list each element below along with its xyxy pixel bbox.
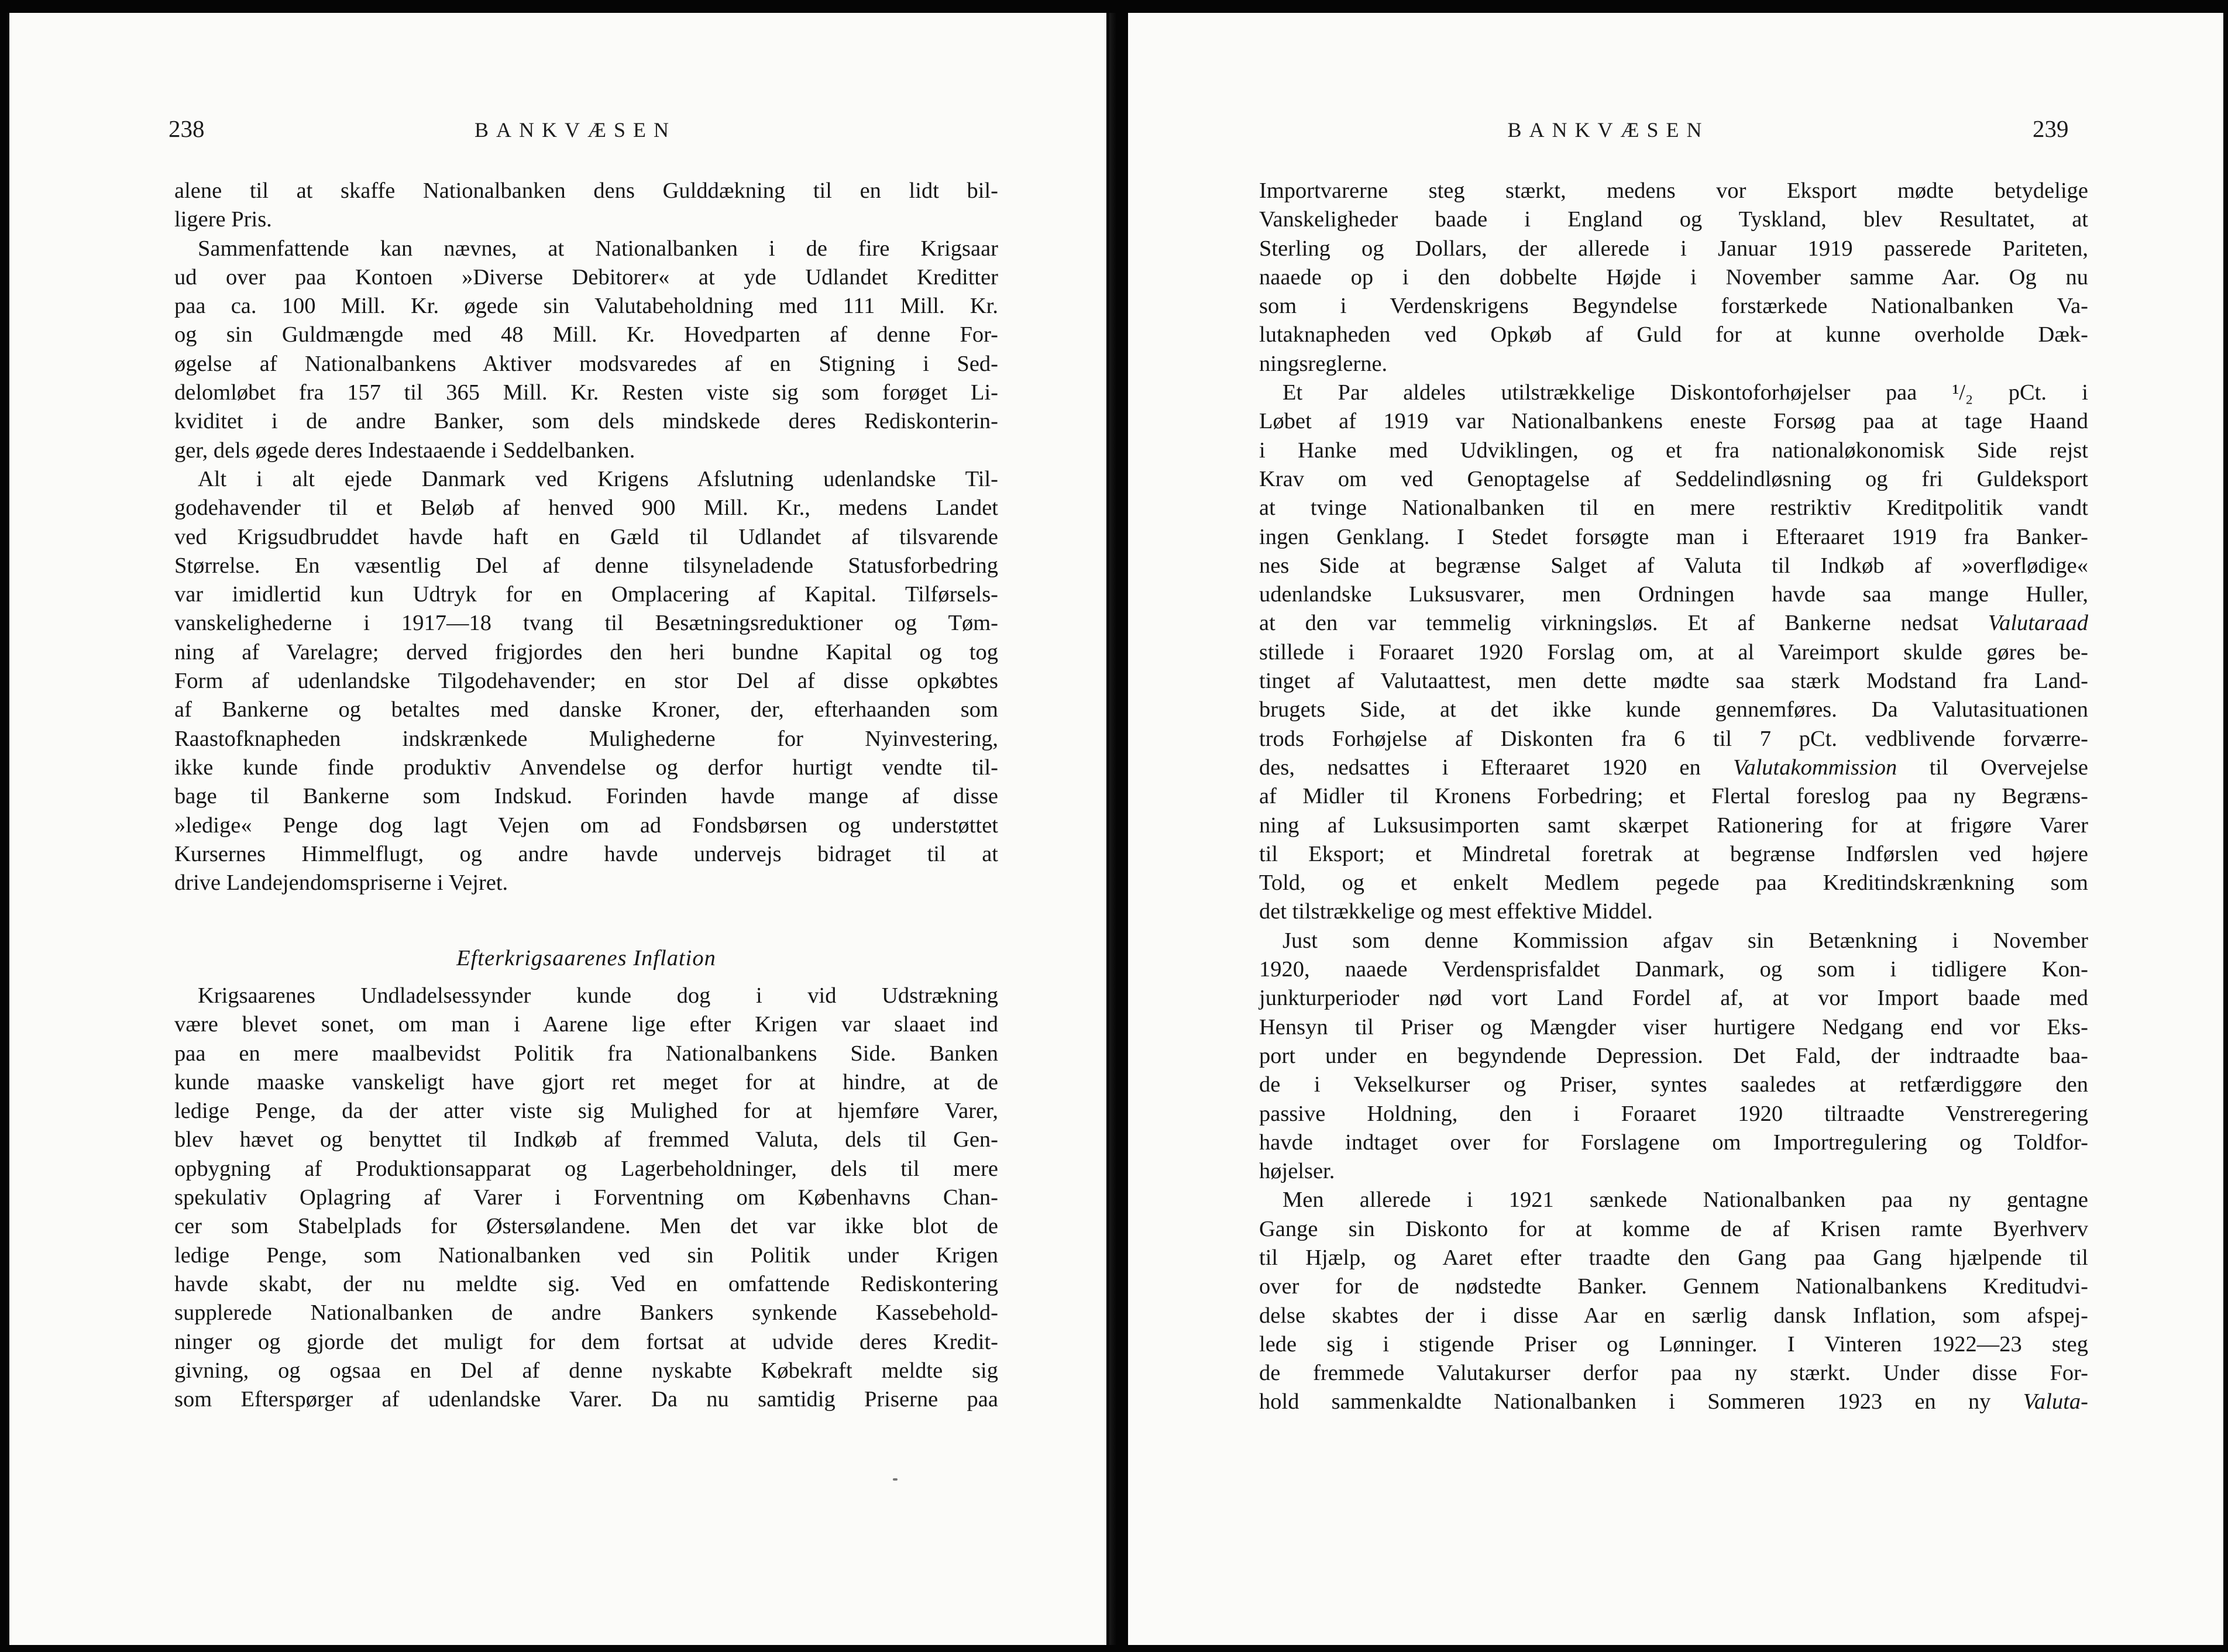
text-line: ved Krigsudbruddet havde haft en Gæld til Udlandet af tilsvarende [174,524,998,549]
page-number: 239 [2033,115,2069,142]
text-line: være blevet sonet, om man i Aarene lige efter Krigen var slaaet ind [174,1012,998,1037]
text-line: og sin Guldmængde med 48 Mill. Kr. Hovedparten af denne For- [174,322,998,347]
body-text-top [174,177,998,897]
text-line: ning af Luksusimporten samt skærpet Rationering for at frigøre Varer [1259,813,2088,838]
text-line: spekulativ Oplagring af Varer i Forventning om Københavns Chan- [174,1185,998,1210]
text-line: nes Side at begrænse Salget af Valuta til Indkøb af »overflødige« [1259,553,2088,578]
text-line: Et Par aldeles utilstrækkelige Diskontoforhøjelser paa ¹/₂ pCt. i [1283,380,2088,405]
text-line: højelser. [1259,1159,1335,1184]
paper-speck [893,1478,898,1481]
text-line: ingen Genklang. I Stedet forsøgte man i Efteraaret 1919 fra Banker- [1259,524,2088,549]
text-line: Told, og et enkelt Medlem pegede paa Kreditindskrænkning som [1259,870,2088,896]
text-line: Importvarerne steg stærkt, medens vor Eksport mødte betydelige [1259,178,2088,203]
text-line: ligere Pris. [174,207,272,232]
text-line: drive Landejendomspriserne i Vejret. [174,870,508,896]
text-line: ikke kunde finde produktiv Anvendelse og derfor hurtigt vendte til- [174,755,998,780]
text-line: af Bankerne og betaltes med danske Kroner, der, efterhaanden som [174,697,998,722]
text-line: kunde maaske vanskeligt have gjort ret meget for at hindre, at de [174,1069,998,1095]
text-line: til Eksport; et Mindretal foretrak at begrænse Indførslen ved højere [1259,841,2088,866]
text-line: Løbet af 1919 var Nationalbankens eneste Forsøg paa at tage Haand [1259,409,2088,434]
text-line: givning, og ogsaa en Del af denne nyskabte Købekraft meldte sig [174,1358,998,1383]
text-line: port under en begyndende Depression. Det Fald, der indtraadte baa- [1259,1043,2088,1068]
text-line: des, nedsattes i Efteraaret 1920 en Valutakommission til Overvejelse [1259,755,2088,780]
text-line: delomløbet fra 157 til 365 Mill. Kr. Resten viste sig som forøget Li- [174,380,998,405]
text-line: delse skabtes der i disse Aar en særlig dansk Inflation, som afspej- [1259,1303,2088,1328]
text-line: Men allerede i 1921 sænkede Nationalbanken paa ny gentagne [1283,1188,2088,1213]
text-line: ning af Varelagre; derved frigjordes den heri bundne Kapital og tog [174,639,998,665]
italic-term: Valutaraad [1988,611,2088,636]
text-line: Just som denne Kommission afgav sin Betænkning i November [1283,928,2088,953]
text-line: var imidlertid kun Udtryk for en Omplacering af Kapital. Tilførsels- [174,582,998,607]
body-text [1259,177,2088,1417]
text-line: 1920, naaede Verdensprisfaldet Danmark, og som i tidligere Kon- [1259,957,2088,982]
running-head: BANKVÆSEN [474,118,677,142]
text-line: ledige Penge, da der atter viste sig Mulighed for at hjemføre Varer, [174,1099,998,1124]
section-heading: Efterkrigsaarenes Inflation [456,946,716,970]
book-spine-gap [1109,13,1116,1645]
text-line: som i Verdenskrigens Begyndelse forstærkede Nationalbanken Va- [1259,294,2088,319]
right-page [1128,13,2223,1645]
text-line: ninger og gjorde det muligt for dem fortsat at udvide deres Kredit- [174,1329,998,1354]
text-line: i Hanke med Udviklingen, og et fra nationaløkonomisk Side rejst [1259,438,2088,463]
text-line: junkturperioder nød vort Land Fordel af, at vor Import baade med [1259,986,2088,1011]
text-line: Krigsaarenes Undladelsessynder kunde dog i vid Udstrækning [198,983,998,1008]
text-line: Form af udenlandske Tilgodehavender; en stor Del af disse opkøbtes [174,669,998,694]
text-line: trods Forhøjelse af Diskonten fra 6 til 7 pCt. vedblivende forværre- [1259,726,2088,751]
text-line: brugets Side, at det ikke kunde gennemføres. Da Valutasituationen [1259,697,2088,722]
text-line: godehavender til et Beløb af henved 900 Mill. Kr., medens Landet [174,495,998,521]
text-line: Gange sin Diskonto for at komme de af Krisen ramte Byerhverv [1259,1216,2088,1241]
running-head: BANKVÆSEN [1507,118,1710,142]
text-line: kviditet i de andre Banker, som dels mindskede deres Rediskonterin- [174,409,998,434]
body-text-bottom [174,982,998,1414]
text-line: hold sammenkaldte Nationalbanken i Sommeren 1923 en ny Valuta- [1259,1389,2088,1414]
left-page [9,13,1106,1645]
text-line: bage til Bankerne som Indskud. Forinden havde mange af disse [174,784,998,809]
text-line: opbygning af Produktionsapparat og Lagerbeholdninger, dels til mere [174,1156,998,1181]
text-line: af Midler til Kronens Forbedring; et Flertal foreslog paa ny Begræns- [1259,784,2088,809]
text-line: at den var temmelig virkningsløs. Et af Bankerne nedsat Valutaraad [1259,611,2088,636]
text-line: Kursernes Himmelflugt, og andre havde undervejs bidraget til at [174,841,998,866]
text-line: Sammenfattende kan nævnes, at Nationalbanken i de fire Krigsaar [198,236,998,261]
text-line: de i Vekselkurser og Priser, syntes saaledes at retfærdiggøre den [1259,1072,2088,1097]
text-line: Hensyn til Priser og Mængder viser hurtigere Nedgang end vor Eks- [1259,1014,2088,1040]
text-line: ud over paa Kontoen »Diverse Debitorer« at yde Udlandet Kreditter [174,264,998,290]
text-line: havde skabt, der nu meldte sig. Ved en omfattende Rediskontering [174,1271,998,1296]
text-line: udenlandske Luksusvarer, men Ordningen havde saa mange Huller, [1259,582,2088,607]
text-line: cer som Stabelplads for Østersølandene. Men det var ikke blot de [174,1214,998,1239]
text-line: naaede op i den dobbelte Højde i November samme Aar. Og nu [1259,264,2088,290]
text-line: »ledige« Penge dog lagt Vejen om ad Fondsbørsen og understøttet [174,813,998,838]
text-line: blev hævet og benyttet til Indkøb af fremmed Valuta, dels til Gen- [174,1127,998,1152]
text-line: ledige Penge, som Nationalbanken ved sin Politik under Krigen [174,1243,998,1268]
text-line: tinget af Valutaattest, men dette mødte saa stærk Modstand fra Land- [1259,669,2088,694]
text-line: Krav om ved Genoptagelse af Seddelindløsning og fri Guldeksport [1259,466,2088,491]
italic-term: Valuta- [2023,1389,2088,1414]
text-line: stillede i Foraaret 1920 Forslag om, at al Vareimport skulde gøres be- [1259,639,2088,665]
text-line: øgelse af Nationalbankens Aktiver modsvaredes af en Stigning i Sed- [174,351,998,376]
text-line: Vanskeligheder baade i England og Tyskland, blev Resultatet, at [1259,207,2088,232]
text-line: vanskelighederne i 1917—18 tvang til Besætningsreduktioner og Tøm- [174,611,998,636]
text-line: alene til at skaffe Nationalbanken dens Gulddækning til en lidt bil- [174,178,998,203]
text-line: ger, dels øgede deres Indestaaende i Seddelbanken. [174,438,635,463]
text-line: Alt i alt ejede Danmark ved Krigens Afslutning udenlandske Til- [198,466,998,491]
text-line: passive Holdning, den i Foraaret 1920 tiltraadte Venstreregering [1259,1101,2088,1126]
text-line: lede sig i stigende Priser og Lønninger. I Vinteren 1922—23 steg [1259,1331,2088,1357]
text-line: over for de nødstedte Banker. Gennem Nationalbankens Kreditudvi- [1259,1274,2088,1299]
text-line: til Hjælp, og Aaret efter traadte den Gang paa Gang hjælpende til [1259,1245,2088,1270]
text-line: paa en mere maalbevidst Politik fra Nationalbankens Side. Banken [174,1041,998,1066]
text-line: Størrelse. En væsentlig Del af denne tilsyneladende Statusforbedring [174,553,998,578]
text-line: lutaknapheden ved Opkøb af Guld for at kunne overholde Dæk- [1259,322,2088,347]
text-line: paa ca. 100 Mill. Kr. øgede sin Valutabeholdning med 111 Mill. Kr. [174,294,998,319]
text-line: at tvinge Nationalbanken til en mere restriktiv Kreditpolitik vandt [1259,495,2088,521]
text-line: supplerede Nationalbanken de andre Bankers synkende Kassebehold- [174,1300,998,1326]
italic-term: Valutakommission [1733,755,1897,780]
text-line: som Efterspørger af udenlandske Varer. Da nu samtidig Priserne paa [174,1387,998,1412]
text-line: de fremmede Valutakurser derfor paa ny stærkt. Under disse For- [1259,1361,2088,1386]
text-line: ningsreglerne. [1259,351,1388,376]
page-number: 238 [169,115,205,142]
text-line: det tilstrækkelige og mest effektive Middel. [1259,899,1653,924]
text-line: havde indtaget over for Forslagene om Importregulering og Toldfor- [1259,1130,2088,1155]
text-line: Raastofknapheden indskrænkede Mulighederne for Nyinvestering, [174,726,998,751]
text-line: Sterling og Dollars, der allerede i Januar 1919 passerede Pariteten, [1259,236,2088,261]
